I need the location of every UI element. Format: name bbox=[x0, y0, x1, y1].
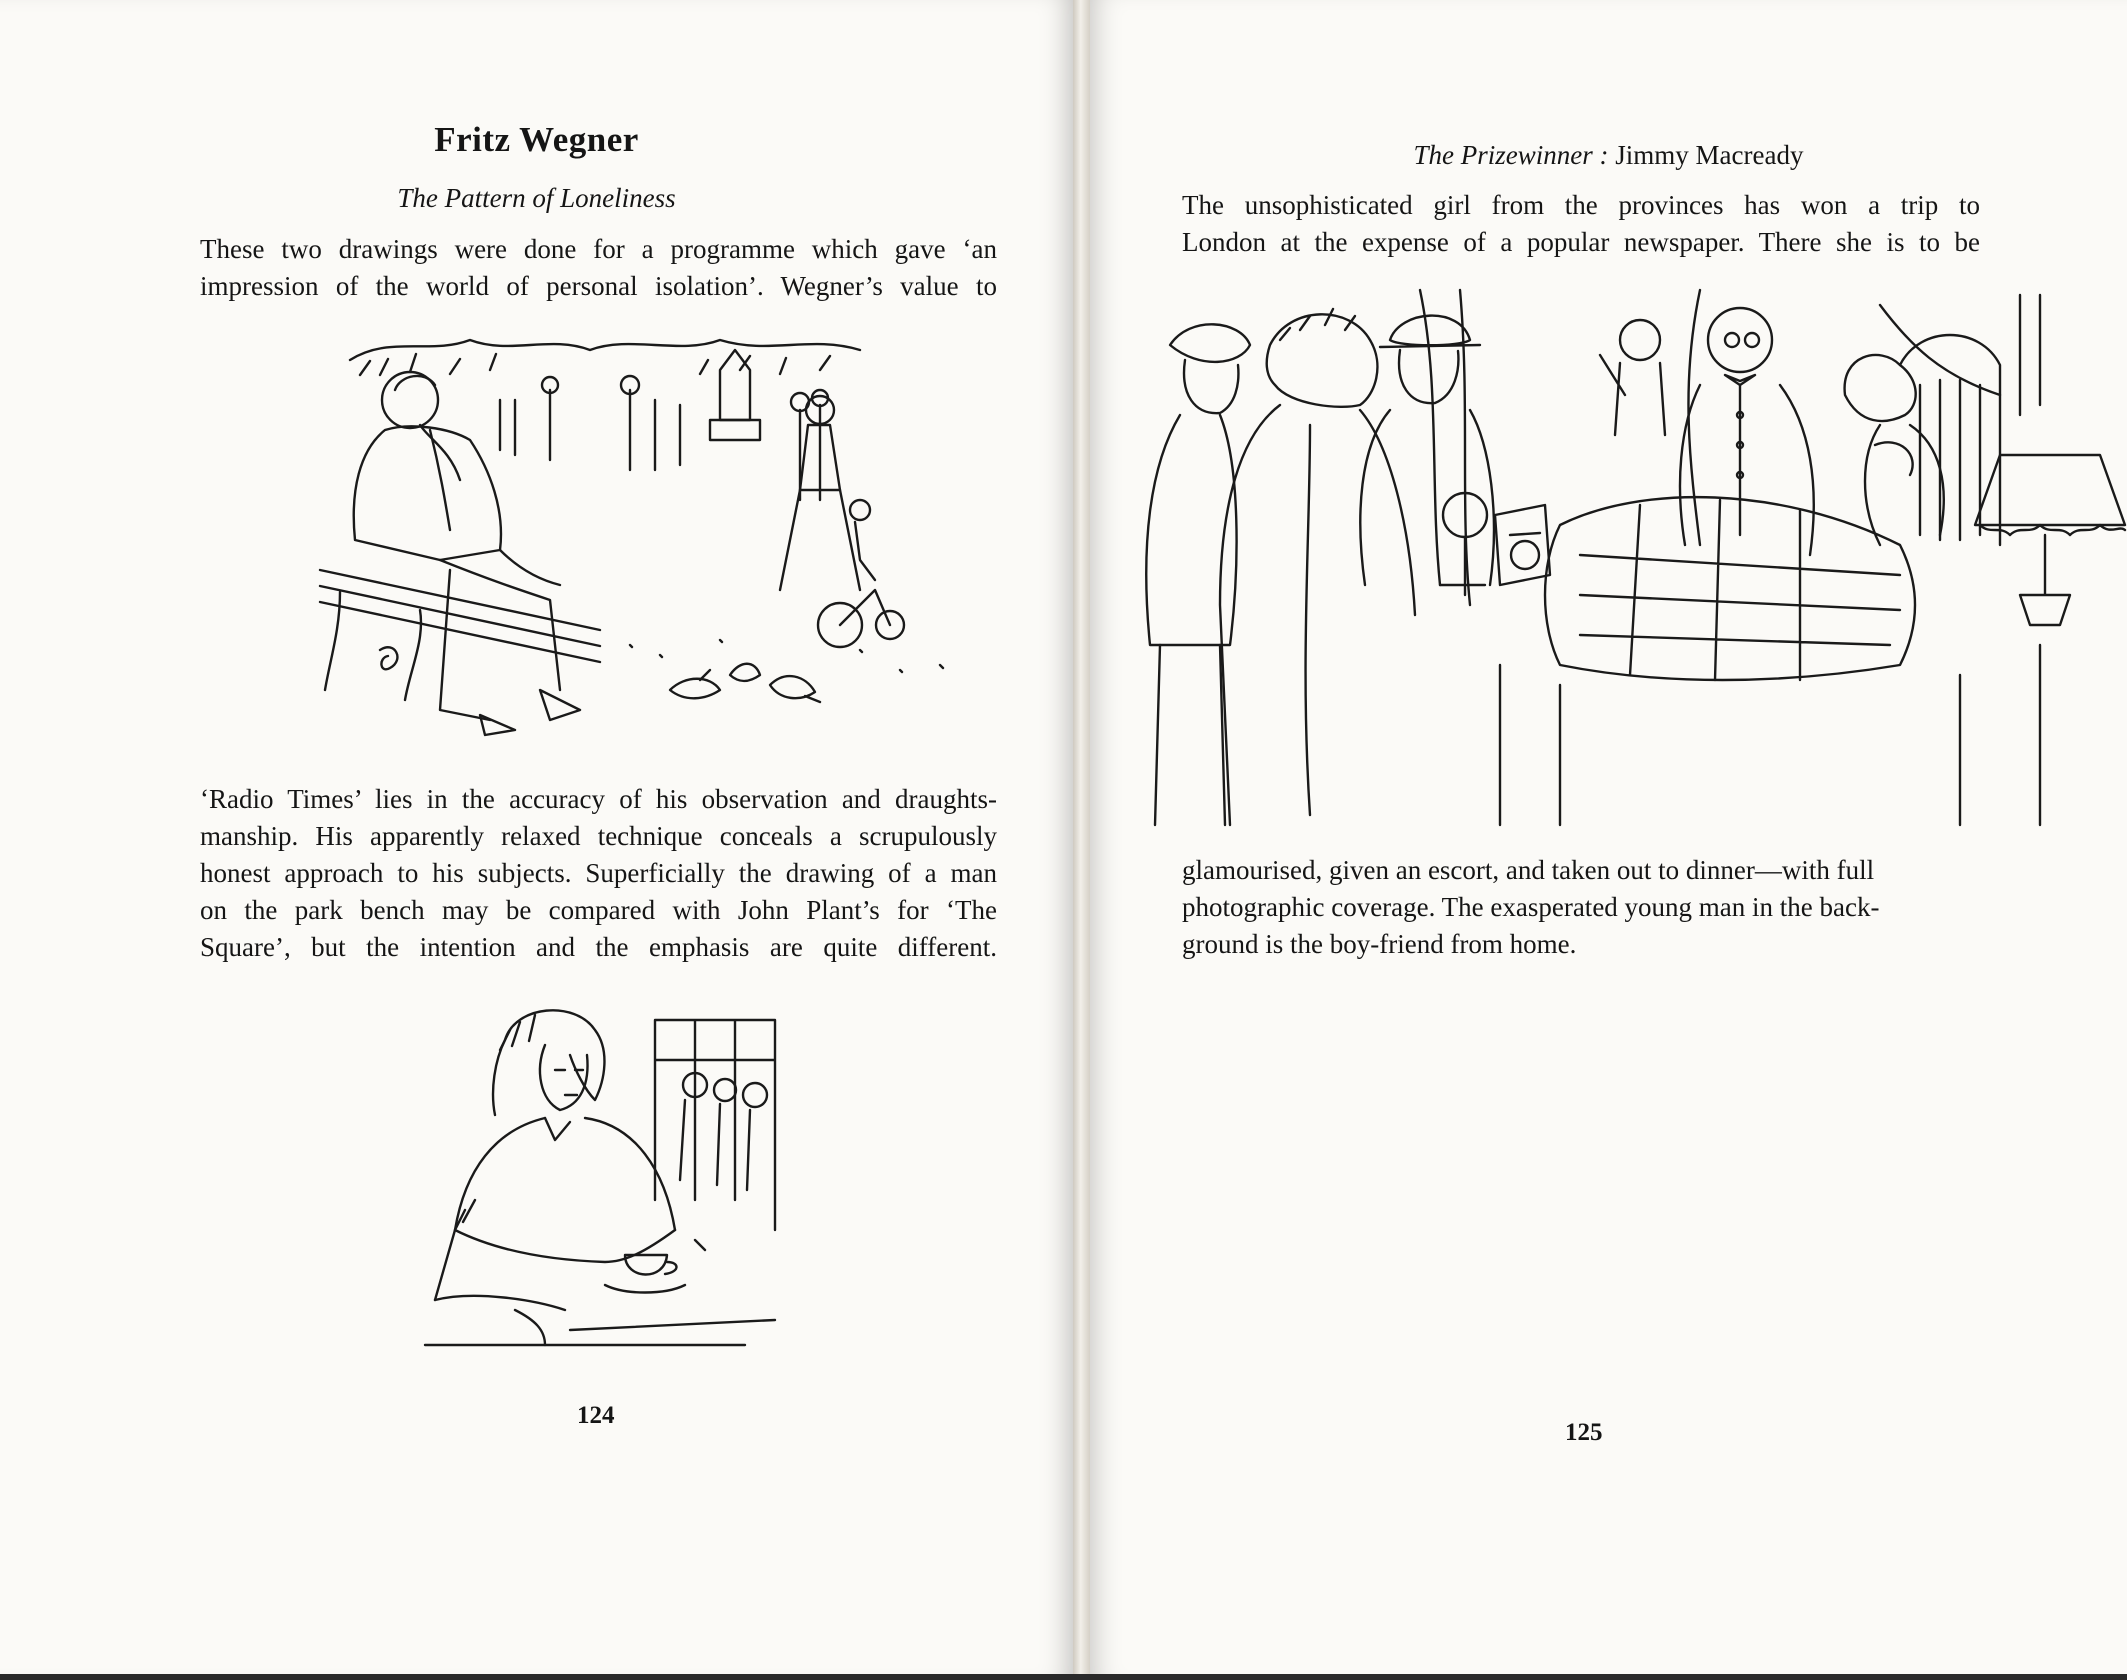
section-title-italic: The Prizewinner : bbox=[1413, 140, 1609, 170]
text-line: These two drawings were done for a programme which gave ‘an bbox=[200, 234, 997, 264]
text-line: photographic coverage. The exasperated young man in the back- bbox=[1182, 892, 1880, 922]
text-line: ‘Radio Times’ lies in the accuracy of his observation and draughts- bbox=[200, 784, 997, 814]
text-line: ground is the boy-friend from home. bbox=[1182, 929, 1577, 959]
book-bottom-edge bbox=[0, 1674, 2127, 1680]
body-paragraph bbox=[1182, 852, 1980, 963]
text-line: impression of the world of personal isolation’. Wegner’s value to bbox=[200, 271, 997, 301]
page-number: 124 bbox=[577, 1402, 615, 1429]
text-line: Square’, but the intention and the emphasis are quite different. bbox=[200, 932, 997, 962]
section-title bbox=[1090, 140, 2127, 171]
section-subtitle: The Pattern of Loneliness bbox=[397, 183, 676, 213]
text-line: London at the expense of a popular newspaper. There she is to be bbox=[1182, 227, 1980, 257]
right-page bbox=[1090, 0, 2127, 1680]
intro-paragraph bbox=[200, 231, 997, 305]
artist-name: Jimmy Macready bbox=[1608, 140, 1804, 170]
author-heading: Fritz Wegner bbox=[434, 120, 639, 159]
text-line: honest approach to his subjects. Superficially the drawing of a man bbox=[200, 858, 997, 888]
cafe-woman-illustration bbox=[395, 1000, 815, 1365]
intro-paragraph bbox=[1182, 187, 1980, 261]
text-line: glamourised, given an escort, and taken out to dinner—with full bbox=[1182, 855, 1875, 885]
text-line: The unsophisticated girl from the provinces has won a trip to bbox=[1182, 190, 1980, 220]
body-paragraph bbox=[200, 781, 997, 966]
text-line: on the park bench may be compared with John Plant’s for ‘The bbox=[200, 895, 997, 925]
text-line: manship. His apparently relaxed technique conceals a scrupulously bbox=[200, 821, 997, 851]
page-number: 125 bbox=[1565, 1419, 1603, 1446]
park-bench-illustration bbox=[300, 330, 1020, 770]
prizewinner-illustration bbox=[1140, 285, 2127, 840]
book-gutter bbox=[1073, 0, 1090, 1680]
